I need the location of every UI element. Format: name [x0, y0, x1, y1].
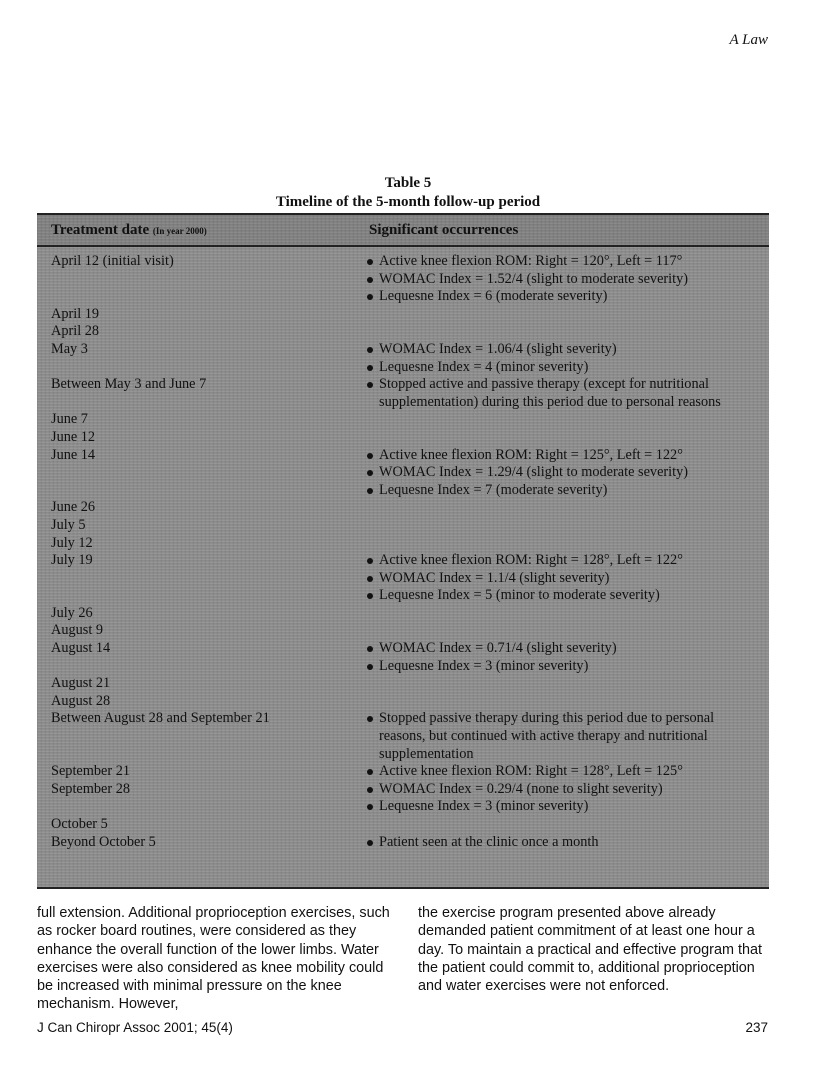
occurrences: [365, 781, 769, 816]
occurrence-item: [365, 552, 769, 570]
footer-page-number: 237: [745, 1020, 768, 1035]
bullet-icon: [367, 576, 373, 582]
occurrences: [365, 605, 769, 623]
bullet-icon: [367, 259, 373, 265]
treatment-date: April 12 (initial visit): [51, 253, 174, 269]
treatment-date: July 19: [51, 552, 93, 569]
occurrence-text: Active knee flexion ROM: Right = 128°, Left = 122°: [379, 552, 683, 569]
occurrence-text: WOMAC Index = 1.29/4 (slight to moderate severity): [379, 464, 689, 481]
occurrence-item: [365, 482, 769, 500]
occurrence-text: Patient seen at the clinic once a month: [379, 833, 599, 850]
treatment-date: September 21: [51, 763, 131, 780]
table-row: [37, 693, 769, 711]
occurrence-item: [365, 710, 769, 763]
occurrence-text: WOMAC Index = 1.52/4 (slight to moderate severity): [379, 270, 689, 287]
occurrence-text: Stopped passive therapy during this period due to personal reasons, but continued with active therapy and nutritional supplementation: [379, 710, 715, 762]
table-row: [37, 622, 769, 640]
treatment-date: June 7: [51, 411, 88, 428]
bullet-icon: [367, 716, 373, 722]
occurrence-text: Lequesne Index = 3 (minor severity): [379, 657, 589, 674]
table-row: [37, 411, 769, 429]
bullet-icon: [367, 593, 373, 599]
occurrence-item: [365, 464, 769, 482]
table-header: [37, 215, 769, 247]
table-title: Timeline of the 5-month follow-up period: [275, 194, 541, 210]
table-row: [37, 675, 769, 693]
treatment-date: June 26: [51, 499, 96, 516]
treatment-date: Beyond October 5: [51, 833, 156, 850]
table-row: [37, 376, 769, 411]
table-row: [37, 499, 769, 517]
treatment-date: July 26: [51, 604, 93, 621]
timeline-table: [37, 213, 769, 889]
table-row: [37, 605, 769, 623]
treatment-date: September 28: [51, 780, 131, 797]
table-row: [37, 306, 769, 324]
occurrence-item: [365, 447, 769, 465]
bullet-icon: [367, 646, 373, 652]
occurrence-text: WOMAC Index = 1.1/4 (slight severity): [379, 569, 610, 586]
occurrence-text: WOMAC Index = 1.06/4 (slight severity): [379, 340, 617, 357]
occurrences: [365, 323, 769, 341]
occurrence-item: [365, 763, 769, 781]
table-caption: [0, 174, 816, 212]
table-row: [37, 341, 769, 376]
occurrences: [365, 341, 769, 376]
occurrences: [365, 411, 769, 429]
footer-journal: J Can Chiropr Assoc 2001; 45(4): [37, 1020, 233, 1035]
occurrence-text: Lequesne Index = 7 (moderate severity): [379, 481, 608, 498]
bullet-icon: [367, 365, 373, 371]
table-row: [37, 710, 769, 763]
occurrence-item: [365, 587, 769, 605]
table-row: [37, 834, 769, 852]
treatment-date: June 12: [51, 428, 96, 445]
bullet-icon: [367, 664, 373, 670]
occurrences: [365, 306, 769, 324]
occurrences: [365, 429, 769, 447]
occurrence-text: Active knee flexion ROM: Right = 120°, Left = 117°: [379, 253, 683, 269]
occurrences: [365, 376, 769, 411]
treatment-date: August 21: [51, 675, 111, 692]
occurrences: [365, 816, 769, 834]
occurrences: [365, 693, 769, 711]
occurrence-item: [365, 640, 769, 658]
body-paragraph-right: the exercise program presented above already demanded patient commitment of at least one hour a day. To maintain a practical and effective program that the patient could commit to, additional proprioception and water exercises were not enforced.: [418, 905, 762, 995]
occurrence-text: WOMAC Index = 0.71/4 (slight severity): [379, 640, 617, 657]
treatment-date: April 19: [51, 305, 100, 322]
occurrence-text: Lequesne Index = 6 (moderate severity): [379, 288, 608, 305]
header-date-label: Treatment date: [51, 221, 150, 238]
bullet-icon: [367, 470, 373, 476]
table-row: [37, 781, 769, 816]
occurrence-text: Lequesne Index = 4 (minor severity): [379, 358, 589, 375]
occurrence-item: [365, 834, 769, 852]
occurrences: [365, 675, 769, 693]
occurrence-item: [365, 798, 769, 816]
occurrence-text: WOMAC Index = 0.29/4 (none to slight severity): [379, 780, 663, 797]
table-row: [37, 763, 769, 781]
occurrences: [365, 535, 769, 553]
occurrences: [365, 552, 769, 605]
bullet-icon: [367, 453, 373, 459]
occurrence-item: [365, 658, 769, 676]
bullet-icon: [367, 294, 373, 300]
bullet-icon: [367, 382, 373, 388]
treatment-date: August 9: [51, 622, 104, 639]
header-date-sub: (In year 2000): [152, 225, 207, 236]
table-number: Table 5: [384, 175, 432, 191]
occurrences: [365, 517, 769, 535]
treatment-date: Between May 3 and June 7: [51, 376, 207, 393]
occurrence-item: [365, 288, 769, 306]
header-date-column: [37, 222, 365, 239]
treatment-date: July 5: [51, 516, 86, 533]
bullet-icon: [367, 769, 373, 775]
treatment-date: Between August 28 and September 21: [51, 710, 270, 727]
treatment-date: June 14: [51, 446, 96, 463]
occurrence-text: Stopped active and passive therapy (except for nutritional supplementation) during this period due to personal reasons: [379, 376, 721, 410]
occurrences: [365, 253, 769, 306]
treatment-date: May 3: [51, 340, 88, 357]
occurrence-text: Lequesne Index = 3 (minor severity): [379, 798, 589, 815]
bullet-icon: [367, 277, 373, 283]
treatment-date: July 12: [51, 534, 93, 551]
occurrences: [365, 640, 769, 675]
bullet-icon: [367, 347, 373, 353]
occurrence-text: Lequesne Index = 5 (minor to moderate severity): [379, 587, 660, 604]
bullet-icon: [367, 840, 373, 846]
treatment-date: August 14: [51, 640, 111, 657]
bullet-icon: [367, 488, 373, 494]
table-row: [37, 253, 769, 306]
occurrence-item: [365, 271, 769, 289]
table-row: [37, 447, 769, 500]
occurrence-item: [365, 781, 769, 799]
occurrence-item: [365, 341, 769, 359]
table-row: [37, 429, 769, 447]
occurrences: [365, 710, 769, 763]
table-row: [37, 517, 769, 535]
occurrences: [365, 763, 769, 781]
treatment-date: October 5: [51, 816, 108, 832]
treatment-date: August 28: [51, 692, 111, 709]
occurrences: [365, 447, 769, 500]
table-row: [37, 552, 769, 605]
running-head: A Law: [729, 32, 768, 48]
occurrence-text: Active knee flexion ROM: Right = 128°, Left = 125°: [379, 763, 683, 780]
occurrences: [365, 499, 769, 517]
bullet-icon: [367, 558, 373, 564]
bullet-icon: [367, 787, 373, 793]
occurrences: [365, 622, 769, 640]
table-row: [37, 323, 769, 341]
table-row: [37, 816, 769, 834]
occurrence-item: [365, 253, 769, 271]
bullet-icon: [367, 804, 373, 810]
occurrence-item: [365, 376, 769, 411]
table-body: [37, 247, 769, 851]
occurrence-item: [365, 359, 769, 377]
table-row: [37, 535, 769, 553]
body-paragraph-left: full extension. Additional proprioception exercises, such as rocker board routines, were considered as they enhance the overall function of the lower limbs. Water exercises were also considered as knee mobility could be increased with minimal pressure on the knee mechanism. However,: [37, 905, 390, 1013]
occurrences: [365, 834, 769, 852]
table-row: [37, 640, 769, 675]
treatment-date: April 28: [51, 323, 100, 340]
occurrence-item: [365, 570, 769, 588]
header-occurrences: Significant occurrences: [369, 221, 519, 238]
occurrence-text: Active knee flexion ROM: Right = 125°, Left = 122°: [379, 446, 683, 463]
